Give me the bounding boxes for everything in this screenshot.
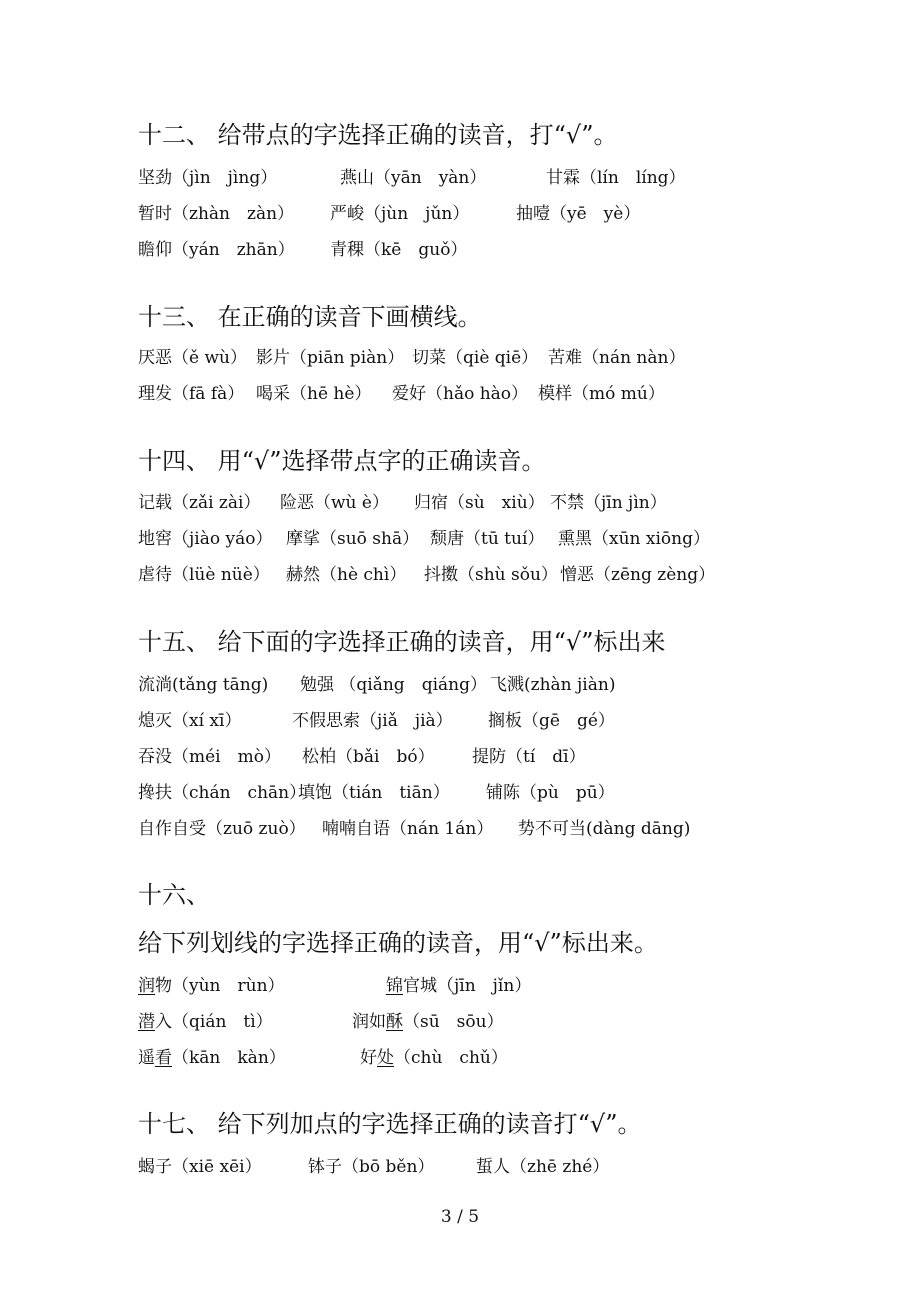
- pinyin-item: 厌恶（ě wù）: [138, 348, 247, 368]
- section-16-number: 十六、: [138, 881, 210, 909]
- section-15-row-3: [138, 745, 858, 769]
- pinyin-item: 模样（mó mú）: [538, 384, 665, 404]
- section-16-row-1: [138, 974, 858, 998]
- section-14-row-1: [138, 491, 858, 515]
- pinyin-item: 甘霖（lín líng）: [546, 168, 686, 188]
- pinyin-item: 锦官城（jīn jǐn）: [386, 976, 532, 996]
- section-16-row-3: [138, 1046, 858, 1070]
- section-12-row-1: [138, 166, 858, 190]
- section-14-row-2: [138, 527, 858, 551]
- pinyin-item: 赫然（hè chì）: [286, 565, 407, 585]
- section-16-row-2: [138, 1010, 858, 1034]
- section-13-row-2: [138, 382, 858, 406]
- underlined-char: 酥: [386, 1012, 403, 1032]
- section-14-row-3: [138, 563, 858, 587]
- pinyin-item: 理发（fā fà）: [138, 384, 245, 404]
- pinyin-item: 瞻仰（yán zhān）: [138, 240, 295, 260]
- pinyin-item: 遥看（kān kàn）: [138, 1048, 286, 1068]
- page-number: 3 / 5: [440, 1207, 480, 1227]
- pinyin-item: 坚劲（jìn jìng）: [138, 168, 278, 188]
- pinyin-item: 不假思索（jiǎ jià）: [292, 711, 453, 731]
- pinyin-item: 潜入（qián tì）: [138, 1012, 273, 1032]
- section-13-row-1: [138, 346, 858, 370]
- pinyin-item: 暂时（zhàn zàn）: [138, 204, 295, 224]
- pinyin-item: 颓唐（tū tuí）: [430, 529, 545, 549]
- pinyin-item: 势不可当(dàng dāng): [518, 819, 691, 839]
- pinyin-item: 爱好（hǎo hào）: [392, 384, 529, 404]
- section-13-title: 十三、 在正确的读音下画横线。: [138, 303, 482, 331]
- section-12-row-2: [138, 202, 858, 226]
- pinyin-item: 不禁（jīn jìn）: [550, 493, 667, 513]
- pinyin-item: 勉强 （qiǎng qiáng）: [300, 675, 487, 695]
- pinyin-item: 抖擞（shù sǒu）: [424, 565, 558, 585]
- section-15-row-5: [138, 817, 858, 841]
- pinyin-item: 填饱（tián tiān）: [298, 783, 450, 803]
- pinyin-item: 飞溅(zhàn jiàn): [490, 675, 616, 695]
- pinyin-item: 润物（yùn rùn）: [138, 976, 285, 996]
- pinyin-item: 摩挲（suō shā）: [286, 529, 420, 549]
- pinyin-item: 憎恶（zēng zèng）: [560, 565, 716, 585]
- underlined-char: 锦: [386, 976, 403, 996]
- underlined-char: 润: [138, 976, 155, 996]
- underlined-char: 潜: [138, 1012, 155, 1032]
- section-14-title: 十四、 用“√”选择带点字的正确读音。: [138, 447, 546, 475]
- pinyin-item: 喃喃自语（nán 1án）: [322, 819, 494, 839]
- section-16-title: 给下列划线的字选择正确的读音，用“√”标出来。: [138, 929, 658, 957]
- section-15-row-4: [138, 781, 858, 805]
- pinyin-item: 松柏（bǎi bó）: [302, 747, 435, 767]
- pinyin-item: 蜇人（zhē zhé）: [476, 1157, 610, 1177]
- underlined-char: 看: [155, 1048, 172, 1068]
- pinyin-item: 好处（chù chǔ）: [360, 1048, 508, 1068]
- pinyin-item: 熄灭（xí xī）: [138, 711, 242, 731]
- pinyin-item: 搀扶（chán chān）: [138, 783, 307, 803]
- pinyin-item: 险恶（wù è）: [280, 493, 389, 513]
- pinyin-item: 燕山（yān yàn）: [340, 168, 487, 188]
- section-12-row-3: [138, 238, 858, 262]
- pinyin-item: 蝎子（xiē xēi）: [138, 1157, 262, 1177]
- pinyin-item: 自作自受（zuō zuò）: [138, 819, 306, 839]
- pinyin-item: 提防（tí dī）: [472, 747, 586, 767]
- pinyin-item: 影片（piān piàn）: [256, 348, 405, 368]
- pinyin-item: 切菜（qiè qiē）: [412, 348, 539, 368]
- pinyin-item: 地窖（jiào yáo）: [138, 529, 273, 549]
- pinyin-item: 苦难（nán nàn）: [548, 348, 686, 368]
- section-15-row-2: [138, 709, 858, 733]
- pinyin-item: 流淌(tǎng tāng): [138, 675, 269, 695]
- pinyin-item: 吞没（méi mò）: [138, 747, 281, 767]
- pinyin-item: 记载（zǎi zài）: [138, 493, 261, 513]
- pinyin-item: 虐待（lüè nüè）: [138, 565, 270, 585]
- underlined-char: 处: [377, 1048, 394, 1068]
- pinyin-item: 铺陈（pù pū）: [486, 783, 615, 803]
- pinyin-item: 喝采（hē hè）: [256, 384, 372, 404]
- pinyin-item: 归宿（sù xiù）: [414, 493, 545, 513]
- pinyin-item: 熏黑（xūn xiōng）: [558, 529, 710, 549]
- pinyin-item: 搁板（gē gé）: [488, 711, 615, 731]
- pinyin-item: 严峻（jùn jǔn）: [330, 204, 470, 224]
- pinyin-item: 润如酥（sū sōu）: [352, 1012, 504, 1032]
- pinyin-item: 青稞（kē guǒ）: [330, 240, 468, 260]
- pinyin-item: 钵子（bō běn）: [308, 1157, 435, 1177]
- section-15-title: 十五、 给下面的字选择正确的读音，用“√”标出来: [138, 628, 666, 656]
- section-17-row-1: [138, 1155, 858, 1179]
- section-12-title: 十二、 给带点的字选择正确的读音，打“√”。: [138, 121, 618, 149]
- section-17-title: 十七、 给下列加点的字选择正确的读音打“√”。: [138, 1110, 642, 1138]
- pinyin-item: 抽噎（yē yè）: [516, 204, 641, 224]
- section-15-row-1: [138, 673, 858, 697]
